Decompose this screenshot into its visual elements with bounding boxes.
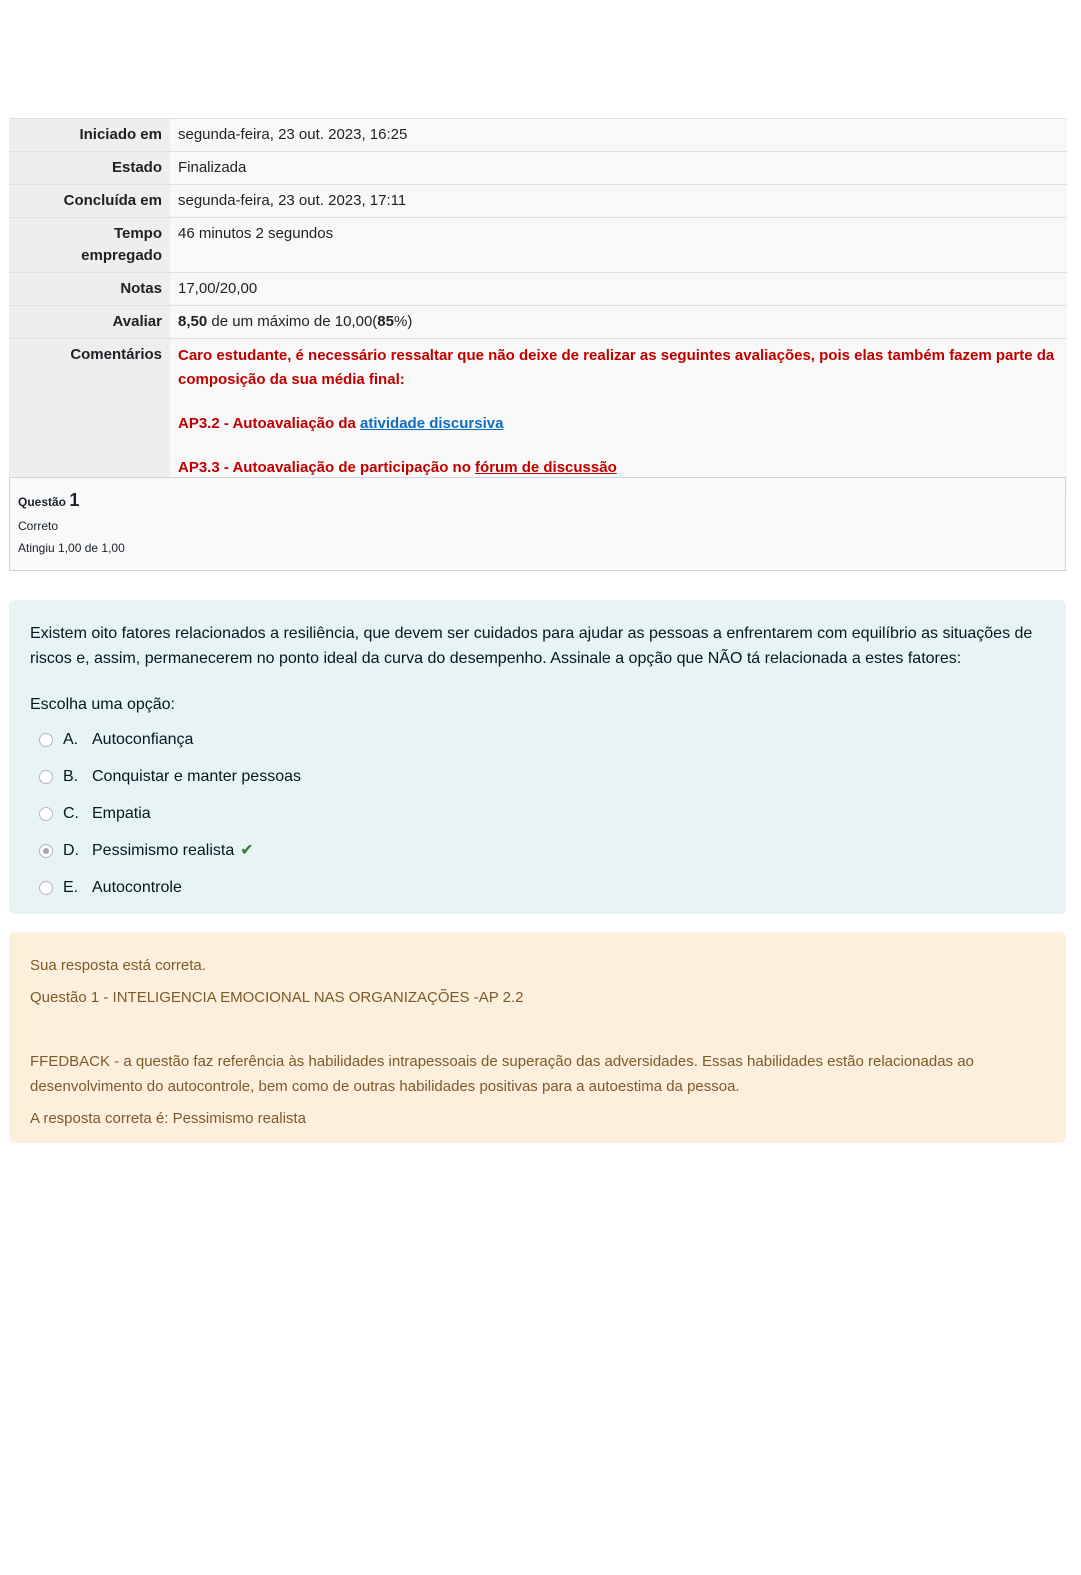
question-label: Questão: [18, 495, 67, 509]
check-icon: ✔: [240, 841, 254, 859]
answer-letter: B.: [63, 767, 79, 785]
answer-option-b[interactable]: [30, 758, 1045, 795]
time-value: 46 minutos 2 segundos: [170, 218, 1067, 273]
question-info-box: [9, 477, 1066, 571]
summary-row-state: [9, 152, 1067, 185]
attempt-summary-table: [9, 118, 1067, 495]
completed-label: Concluída em: [9, 185, 170, 218]
marks-label: Notas: [9, 273, 170, 306]
time-label: [9, 218, 170, 273]
started-value: segunda-feira, 23 out. 2023, 16:25: [170, 119, 1067, 152]
answer-list: [30, 721, 1045, 906]
answer-text: Conquistar e manter pessoas: [92, 767, 301, 785]
summary-row-grade: [9, 306, 1067, 339]
answer-prompt: Escolha uma opção:: [30, 696, 175, 713]
feedback-spacer: [30, 1017, 1045, 1049]
answer-letter: C.: [63, 804, 79, 822]
feedback-box: [9, 932, 1066, 1143]
forum-discussao-link[interactable]: fórum de discussão: [475, 459, 617, 476]
radio-button[interactable]: [39, 733, 53, 747]
atividade-discursiva-link[interactable]: atividade discursiva: [360, 415, 504, 432]
grade-percent-sign: %): [393, 313, 413, 330]
radio-button[interactable]: [39, 807, 53, 821]
radio-button[interactable]: [39, 881, 53, 895]
summary-row-time: [9, 218, 1067, 273]
question-number: [18, 490, 1057, 511]
answer-letter: A.: [63, 730, 79, 748]
question-formulation: [9, 600, 1066, 914]
feedback-result: Sua resposta está correta.: [30, 957, 206, 974]
grade-label: Avaliar: [9, 306, 170, 339]
started-label: Iniciado em: [9, 119, 170, 152]
answer-letter: D.: [63, 841, 79, 859]
grade-value: [170, 306, 1067, 339]
answer-letter: E.: [63, 878, 79, 896]
feedback-general: FFEDBACK - a questão faz referência às habilidades intrapessoais de superação das adversidades. Essas habilidades estão relacionadas ao desenvolvimento do autocontrole, bem como de outras habilidades positivas para a autoestima da pessoa.: [30, 1053, 974, 1095]
ap32-text: AP3.2 - Autoavaliação da: [178, 415, 361, 432]
answer-text: Pessimismo realista: [92, 841, 235, 859]
answer-option-d[interactable]: [30, 832, 1045, 869]
answer-text: Empatia: [92, 804, 151, 822]
question-text: Existem oito fatores relacionados a resiliência, que devem ser cuidados para ajudar as pessoas a enfrentarem com equilíbrio as situações de riscos e, assim, permanecerem no ponto ideal da curva do desempenho. Assinale a opção que NÃO tá relacionada a estes fatores:: [30, 625, 1033, 667]
feedback-title: Questão 1 - INTELIGENCIA EMOCIONAL NAS ORGANIZAÇÕES -AP 2.2: [30, 989, 524, 1006]
marks-value: 17,00/20,00: [170, 273, 1067, 306]
radio-button-selected[interactable]: [39, 844, 53, 858]
grade-score: 8,50: [178, 313, 208, 330]
comment-main: Caro estudante, é necessário ressaltar que não deixe de realizar as seguintes avaliações, pois elas também fazem parte da composição da sua média final:: [178, 347, 1055, 388]
state-label: Estado: [9, 152, 170, 185]
time-label-line2: empregado: [81, 247, 162, 264]
summary-row-marks: [9, 273, 1067, 306]
question-number-value: 1: [69, 490, 80, 510]
ap33-text: AP3.3 - Autoavaliação de participação no: [178, 459, 476, 476]
answer-text: Autocontrole: [92, 878, 182, 896]
question-state: Correto: [18, 519, 59, 533]
answer-option-a[interactable]: [30, 721, 1045, 758]
comment-ap32: [178, 412, 1059, 436]
answer-text: Autoconfiança: [92, 730, 194, 748]
comments-label: Comentários: [9, 339, 170, 496]
radio-button[interactable]: [39, 770, 53, 784]
summary-row-comments: [9, 339, 1067, 496]
time-label-line1: Tempo: [113, 225, 162, 242]
grade-max: de um máximo de 10,00(: [211, 313, 378, 330]
comments-value: [170, 339, 1067, 496]
completed-value: segunda-feira, 23 out. 2023, 17:11: [170, 185, 1067, 218]
answer-option-e[interactable]: [30, 869, 1045, 906]
feedback-right-answer: A resposta correta é: Pessimismo realista: [30, 1110, 306, 1127]
grade-percent: 85: [377, 313, 394, 330]
summary-row-started: [9, 119, 1067, 152]
answer-option-c[interactable]: [30, 795, 1045, 832]
state-value: Finalizada: [170, 152, 1067, 185]
summary-row-completed: [9, 185, 1067, 218]
question-mark: Atingiu 1,00 de 1,00: [18, 541, 125, 555]
